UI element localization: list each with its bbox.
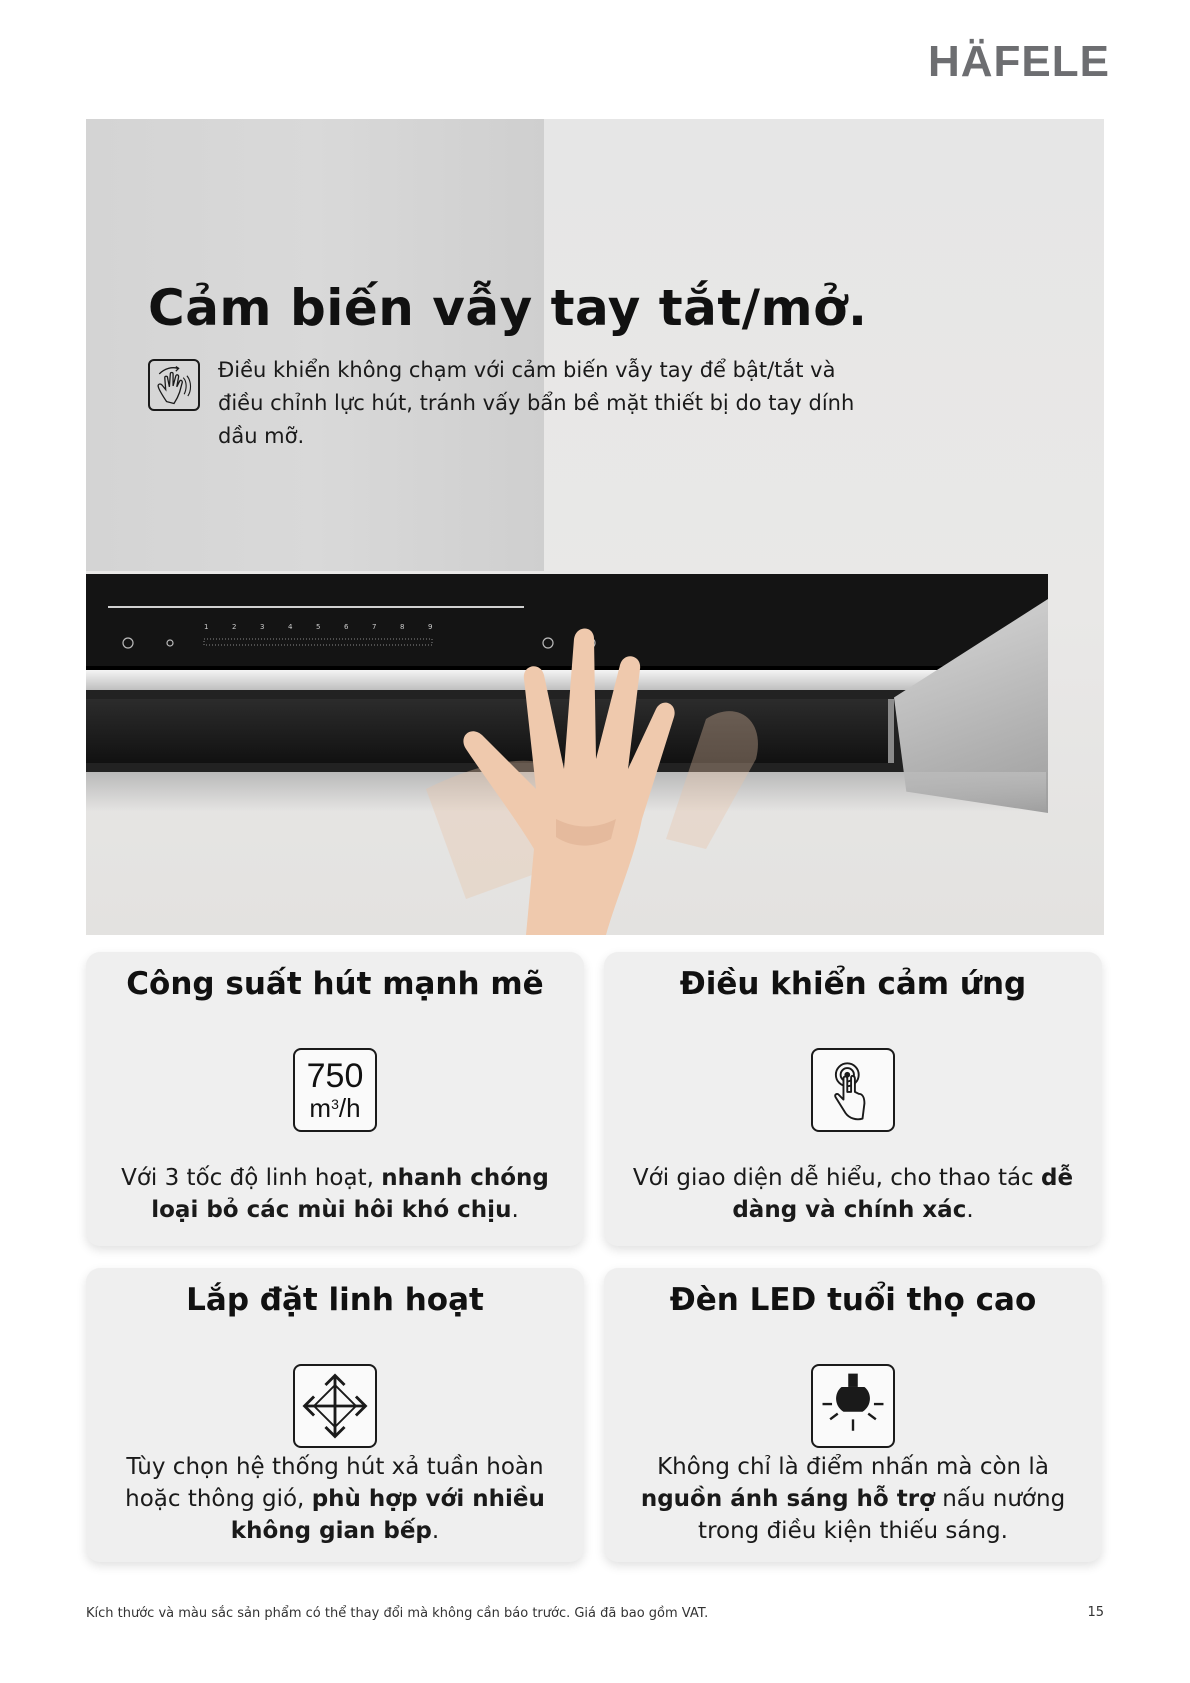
- panel-number: 6: [344, 623, 349, 631]
- feature-card-led: [604, 1268, 1102, 1562]
- hero-description: Điều khiển không chạm với cảm biến vẫy tay để bật/tắt và điều chỉnh lực hút, tránh vấy bẩn bề mặt thiết bị do tay dính dầu mỡ.: [218, 358, 855, 448]
- brand-logo: [928, 37, 1110, 86]
- panel-number: 1: [204, 623, 209, 631]
- feature-title: Điều khiển cảm ứng: [679, 966, 1027, 1002]
- hero-image: [86, 119, 1104, 935]
- panel-number: 4: [288, 623, 293, 631]
- panel-number: 2: [232, 623, 237, 631]
- four-way-arrow-icon: [293, 1364, 377, 1448]
- panel-number: 8: [400, 623, 405, 631]
- brand-logo-text: HÄFELE: [928, 37, 1110, 86]
- airflow-750-icon: [293, 1048, 377, 1132]
- hand-wave-icon: [148, 359, 200, 411]
- panel-number: 5: [316, 623, 321, 631]
- feature-text: Không chỉ là điểm nhấn mà còn là nguồn ánh sáng hỗ trợ nấu nướng trong điều kiện thiếu sáng.: [640, 1454, 1066, 1544]
- hero-title: Cảm biến vẫy tay tắt/mở.: [148, 279, 868, 337]
- feature-card-suction: [86, 952, 584, 1246]
- waving-hand-image: [406, 599, 836, 935]
- touch-finger-icon: [811, 1048, 895, 1132]
- panel-number: 9: [428, 623, 433, 631]
- panel-number: 7: [372, 623, 377, 631]
- feature-title: Đèn LED tuổi thọ cao: [669, 1282, 1037, 1318]
- panel-number: 3: [260, 623, 265, 631]
- feature-text: Với giao diện dễ hiểu, cho thao tác dễ dàng và chính xác.: [632, 1165, 1074, 1223]
- feature-title: Công suất hút mạnh mẽ: [126, 966, 544, 1002]
- airflow-value: 750: [306, 1057, 364, 1095]
- footer-disclaimer: Kích thước và màu sắc sản phẩm có thể thay đổi mà không cần báo trước. Giá đã bao gồm VAT.: [86, 1606, 709, 1621]
- feature-title: Lắp đặt linh hoạt: [186, 1282, 484, 1318]
- hood-chimney: [86, 119, 544, 571]
- light-bulb-icon: [811, 1364, 895, 1448]
- feature-card-installation: [86, 1268, 584, 1562]
- feature-text: Với 3 tốc độ linh hoạt, nhanh chóng loại bỏ các mùi hôi khó chịu.: [121, 1165, 549, 1223]
- page-number: 15: [1087, 1605, 1104, 1620]
- feature-card-touch-control: [604, 952, 1102, 1246]
- airflow-unit: $m^3/h$: [309, 1093, 361, 1123]
- feature-text: Tùy chọn hệ thống hút xả tuần hoàn hoặc thông gió, phù hợp với nhiều không gian bếp.: [125, 1454, 545, 1544]
